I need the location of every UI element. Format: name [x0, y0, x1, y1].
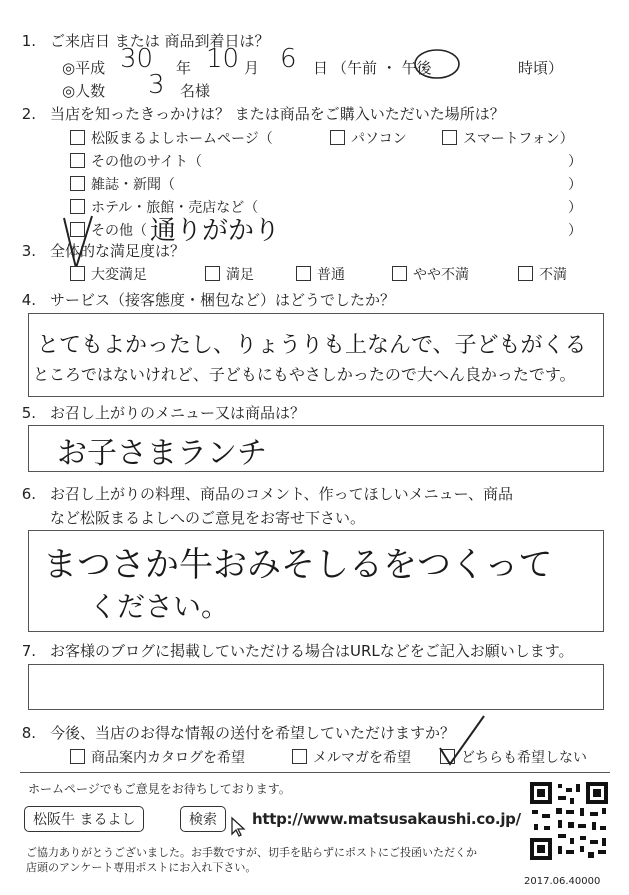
q3-option-somewhat-unsatisfied[interactable]: やや不満 — [392, 264, 469, 284]
thanks-message-line1: ご協力ありがとうございました。お手数ですが、切手を貼らずにポストにご投函いただくか — [26, 846, 477, 859]
hand-people: 3 — [148, 70, 165, 100]
hand-other-answer: 通りがかり — [150, 216, 281, 246]
version-code: 2017.06.40000 — [524, 876, 601, 887]
hand-answer: お子さまランチ — [57, 436, 267, 471]
hand-answer-line: ください。 — [89, 590, 230, 623]
close-paren: ） — [568, 223, 582, 239]
checkbox[interactable] — [518, 266, 533, 281]
q8-heading: 8. 今後、当店のお得な情報の送付を希望していただけますか？ — [21, 724, 456, 742]
q3-heading: 3. 全体的な満足度は？ — [21, 242, 186, 260]
q1-year-label: 年 — [176, 59, 192, 77]
q8-option-none[interactable]: どちらも希望しない — [440, 747, 587, 767]
q4-heading: 4. サービス（接客態度・梱包など）はどうでしたか？ — [21, 291, 396, 309]
q2-option-other[interactable]: その他（ — [70, 220, 147, 240]
q2-sub-option-smartphone[interactable]: スマートフォン） — [442, 128, 574, 148]
q8-option-catalog[interactable]: 商品案内カタログを希望 — [70, 747, 245, 767]
q2-option-other-site[interactable]: その他のサイト（ — [70, 151, 202, 171]
website-url[interactable]: http://www.matsusakaushi.co.jp/ — [252, 810, 521, 828]
checkbox[interactable] — [70, 130, 85, 145]
q3-option-unsatisfied[interactable]: 不満 — [518, 264, 567, 284]
q8-option-newsletter[interactable]: メルマガを希望 — [292, 747, 411, 767]
q1-heading: 1. ご来店日 または 商品到着日は？ — [21, 32, 270, 50]
q1-month-label: 月 — [244, 59, 260, 77]
q3-option-satisfied[interactable]: 満足 — [205, 264, 254, 284]
footer-divider — [20, 772, 610, 773]
q3-option-neutral[interactable]: 普通 — [296, 264, 345, 284]
q2-sub-option-pc[interactable]: パソコン — [330, 128, 407, 148]
q2-option-homepage[interactable]: 松阪まるよしホームページ（ — [70, 128, 273, 148]
hand-month: 10 — [206, 44, 240, 74]
close-paren: ） — [568, 200, 582, 216]
q1-day-label: 日 — [313, 59, 329, 77]
q2-heading: 2. 当店を知ったきっかけは？ または商品をご購入いただいた場所は？ — [21, 105, 505, 123]
checkbox[interactable] — [70, 153, 85, 168]
checkbox[interactable] — [392, 266, 407, 281]
qr-code-icon — [528, 780, 610, 862]
q7-heading: 7. お客様のブログに掲載していただける場合はURLなどをご記入お願いします。 — [21, 642, 574, 660]
footer-message: ホームページでもご意見をお待ちしております。 — [28, 782, 291, 796]
q5-heading: 5. お召し上がりのメニュー又は商品は？ — [21, 404, 306, 422]
hand-answer-line: ところではないけれど、子どもにもやさしかったので大へん良かったです。 — [33, 365, 576, 384]
checkbox[interactable] — [70, 749, 85, 764]
hand-answer-line: まつさか牛おみそしるをつくって — [43, 545, 553, 585]
thanks-message-line2: 店頭のアンケート専用ポストにお入れ下さい。 — [26, 861, 257, 874]
q1-time-label: 時頃） — [518, 59, 564, 77]
hand-day: 6 — [280, 44, 297, 74]
q6-answer-box[interactable] — [28, 530, 604, 632]
hand-answer-line: とてもよかったし、りょうりも上なんで、子どもがくる — [37, 333, 587, 358]
q3-option-very-satisfied[interactable]: 大変満足 — [70, 264, 147, 284]
checkbox[interactable] — [70, 176, 85, 191]
q6-heading: 6. お召し上がりの料理、商品のコメント、作ってほしいメニュー、商品 — [21, 485, 514, 503]
q1-people-label: ◎人数 — [62, 82, 106, 100]
checkbox[interactable] — [330, 130, 345, 145]
pm-circle-mark — [412, 47, 462, 81]
q7-answer-box[interactable] — [28, 664, 604, 710]
q2-option-magazine[interactable]: 雑誌・新聞（ — [70, 174, 175, 194]
checkbox[interactable] — [70, 266, 85, 281]
q1-era-label: ◎平成 — [62, 59, 106, 77]
q1-people-unit: 名様 — [180, 82, 211, 100]
q4-answer-box[interactable] — [28, 313, 604, 397]
close-paren: ） — [568, 154, 582, 170]
hand-year: 30 — [120, 44, 154, 74]
q5-answer-box[interactable] — [28, 425, 604, 472]
search-button[interactable]: 検索 — [180, 806, 226, 832]
search-term-box: 松阪牛 まるよし — [24, 806, 144, 832]
checkbox[interactable] — [292, 749, 307, 764]
cursor-icon — [228, 816, 250, 838]
q2-option-hotel[interactable]: ホテル・旅館・売店など（ — [70, 197, 258, 217]
checkbox[interactable] — [296, 266, 311, 281]
q6-heading-line2: など松阪まるよしへのご意見をお寄せ下さい。 — [50, 509, 366, 527]
checkbox[interactable] — [442, 130, 457, 145]
check-mark-icon — [432, 712, 492, 772]
q1-ampm: （午前 ・ 午後 — [332, 59, 432, 77]
close-paren: ） — [568, 177, 582, 193]
checkbox[interactable] — [205, 266, 220, 281]
